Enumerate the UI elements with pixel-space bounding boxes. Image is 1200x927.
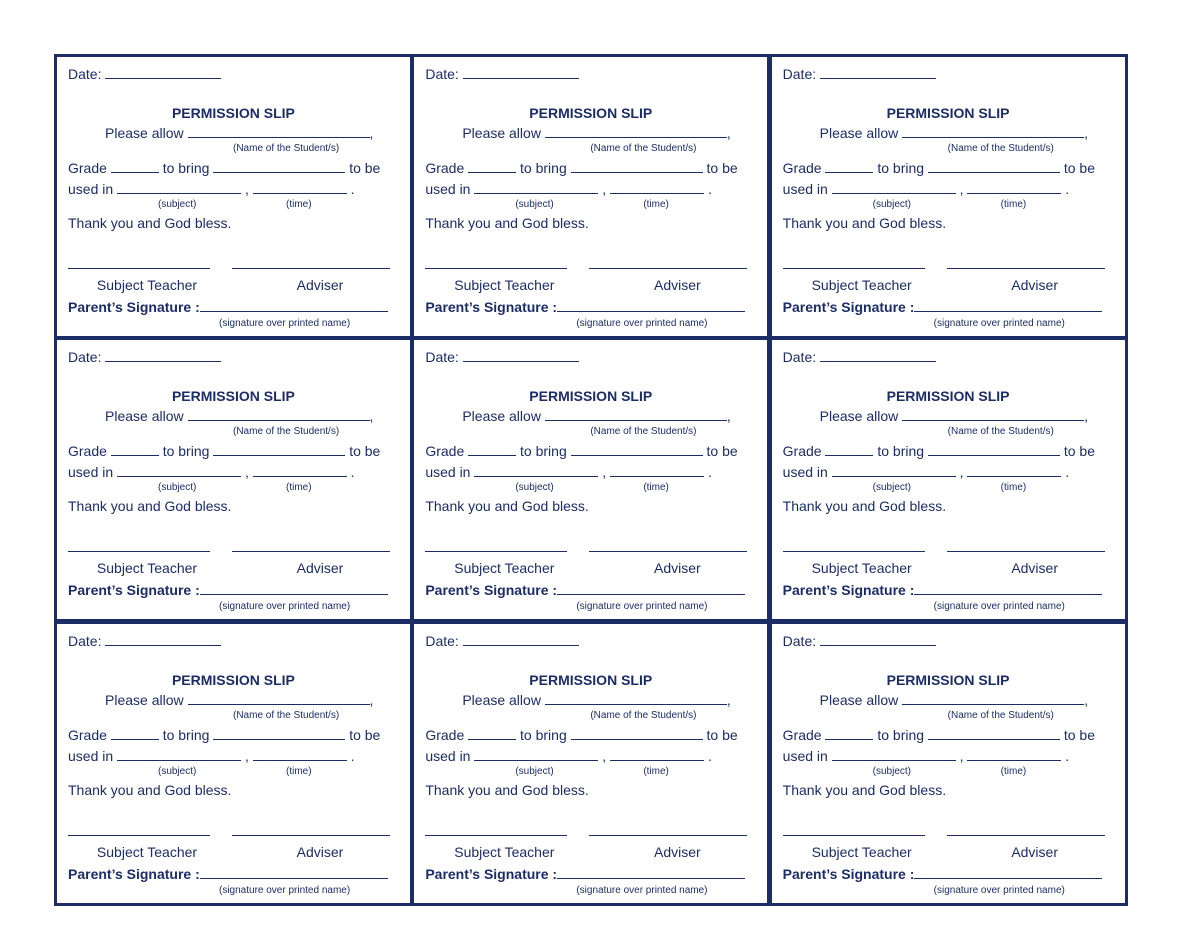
date-label: Date: <box>782 349 817 366</box>
permission-slip <box>411 621 770 906</box>
adviser-signature-line[interactable] <box>232 835 390 836</box>
to-bring-label: to bring <box>162 160 210 176</box>
subject-field[interactable] <box>832 465 956 477</box>
adviser-label: Adviser <box>296 560 344 577</box>
slip-title: PERMISSION SLIP <box>886 105 1010 121</box>
parent-signature-field[interactable] <box>557 867 745 879</box>
subject-field[interactable] <box>474 749 598 761</box>
slip-title: PERMISSION SLIP <box>886 388 1010 405</box>
thanks-text: Thank you and God bless. <box>68 215 232 231</box>
date-row <box>783 67 936 81</box>
date-label: Date: <box>782 66 817 82</box>
please-allow-label: Please allow <box>462 125 541 141</box>
period: . <box>707 747 712 764</box>
used-in-row <box>783 182 1070 196</box>
comma: , <box>369 125 374 141</box>
time-hint: (time) <box>286 765 312 777</box>
subject-teacher-signature-line[interactable] <box>783 551 925 552</box>
comma: , <box>1084 125 1089 141</box>
grade-row <box>68 728 380 742</box>
parent-signature-row <box>783 300 1103 314</box>
used-in-row <box>68 182 355 196</box>
parent-signature-row <box>425 867 745 881</box>
subject-field[interactable] <box>474 465 598 477</box>
subject-hint: (subject) <box>515 199 554 210</box>
subject-teacher-label: Subject Teacher <box>96 843 198 860</box>
time-hint: (time) <box>1000 199 1027 210</box>
signature-hint: (signature over printed name) <box>576 318 708 329</box>
please-allow-row <box>105 693 373 707</box>
date-label: Date: <box>425 632 459 649</box>
to-bring-label: to bring <box>520 160 567 176</box>
adviser-label: Adviser <box>296 277 344 293</box>
comma: , <box>369 691 374 708</box>
period: . <box>707 464 712 481</box>
name-hint: (Name of the Student/s) <box>947 426 1054 438</box>
date-label: Date: <box>425 66 459 82</box>
slip-title: PERMISSION SLIP <box>171 671 295 688</box>
slip-title: PERMISSION SLIP <box>529 671 653 688</box>
time-hint: (time) <box>286 482 312 494</box>
date-row <box>68 67 221 81</box>
adviser-label: Adviser <box>1011 843 1058 860</box>
please-allow-row <box>820 409 1088 423</box>
subject-teacher-label: Subject Teacher <box>454 843 555 860</box>
slip-title: PERMISSION SLIP <box>171 105 295 121</box>
comma: , <box>244 464 249 481</box>
grade-field[interactable] <box>468 728 516 740</box>
permission-slip <box>769 54 1128 339</box>
grade-row <box>783 161 1095 175</box>
date-label: Date: <box>782 632 817 649</box>
used-in-label: used in <box>68 181 114 197</box>
item-field[interactable] <box>928 728 1060 740</box>
student-name-field[interactable] <box>902 693 1084 705</box>
name-hint: (Name of the Student/s) <box>590 426 697 438</box>
subject-hint: (subject) <box>515 765 554 777</box>
grade-field[interactable] <box>825 444 873 456</box>
student-name-field[interactable] <box>545 126 727 138</box>
please-allow-row <box>820 126 1088 140</box>
used-in-row <box>425 182 712 196</box>
grade-label: Grade <box>425 726 465 743</box>
comma: , <box>1084 408 1089 425</box>
to-bring-label: to bring <box>877 443 925 460</box>
adviser-signature-line[interactable] <box>947 551 1105 552</box>
period: . <box>1065 181 1070 197</box>
subject-hint: (subject) <box>158 482 197 494</box>
comma: , <box>602 747 607 764</box>
date-label: Date: <box>68 632 102 649</box>
thanks-text: Thank you and God bless. <box>425 781 589 798</box>
to-be-label: to be <box>1063 443 1095 460</box>
adviser-signature-line[interactable] <box>589 268 747 269</box>
slip-title: PERMISSION SLIP <box>171 388 295 405</box>
date-row <box>68 350 221 364</box>
grade-label: Grade <box>425 160 465 176</box>
parent-signature-label: Parent’s Signature : <box>425 865 558 882</box>
subject-field[interactable] <box>832 749 956 761</box>
adviser-signature-line[interactable] <box>232 551 390 552</box>
used-in-label: used in <box>68 464 114 481</box>
used-in-row <box>425 749 712 763</box>
period: . <box>1065 464 1070 481</box>
student-name-field[interactable] <box>902 126 1084 138</box>
subject-teacher-label: Subject Teacher <box>811 560 912 577</box>
permission-slip-sheet <box>54 54 1126 904</box>
adviser-signature-line[interactable] <box>589 551 747 552</box>
used-in-label: used in <box>782 181 828 197</box>
time-field[interactable] <box>967 749 1061 761</box>
student-name-field[interactable] <box>188 693 370 705</box>
subject-field[interactable] <box>832 182 956 194</box>
permission-slip <box>411 337 770 622</box>
please-allow-row <box>462 693 730 707</box>
thanks-text: Thank you and God bless. <box>425 215 589 231</box>
grade-label: Grade <box>782 160 822 176</box>
adviser-signature-line[interactable] <box>589 835 747 836</box>
parent-signature-row <box>425 583 745 597</box>
date-row <box>425 350 578 364</box>
signature-hint: (signature over printed name) <box>576 884 708 896</box>
subject-field[interactable] <box>117 749 241 761</box>
grade-field[interactable] <box>825 161 873 173</box>
signature-hint: (signature over printed name) <box>576 601 708 613</box>
item-field[interactable] <box>213 444 345 456</box>
signature-hint: (signature over printed name) <box>219 318 351 329</box>
to-be-label: to be <box>1063 160 1095 176</box>
comma: , <box>959 181 964 197</box>
student-name-field[interactable] <box>902 409 1084 421</box>
comma: , <box>602 464 607 481</box>
name-hint: (Name of the Student/s) <box>590 143 697 154</box>
adviser-label: Adviser <box>1011 560 1058 577</box>
date-field[interactable] <box>820 67 936 79</box>
to-be-label: to be <box>1063 726 1095 743</box>
adviser-signature-line[interactable] <box>947 835 1105 836</box>
parent-signature-label: Parent’s Signature : <box>68 299 200 315</box>
please-allow-label: Please allow <box>819 408 899 425</box>
grade-label: Grade <box>782 726 822 743</box>
name-hint: (Name of the Student/s) <box>947 143 1054 154</box>
grade-row <box>68 444 380 458</box>
comma: , <box>959 747 964 764</box>
parent-signature-row <box>783 867 1103 881</box>
used-in-label: used in <box>68 747 114 764</box>
subject-hint: (subject) <box>515 482 554 494</box>
comma: , <box>726 408 731 425</box>
grade-field[interactable] <box>468 444 516 456</box>
parent-signature-label: Parent’s Signature : <box>782 582 915 599</box>
subject-field[interactable] <box>117 182 241 194</box>
period: . <box>350 747 355 764</box>
please-allow-row <box>105 409 373 423</box>
signature-hint: (signature over printed name) <box>933 601 1065 613</box>
time-hint: (time) <box>643 482 669 494</box>
time-field[interactable] <box>253 749 347 761</box>
grade-row <box>783 444 1095 458</box>
adviser-signature-line[interactable] <box>232 268 390 269</box>
to-be-label: to be <box>349 443 381 460</box>
comma: , <box>244 181 249 197</box>
subject-hint: (subject) <box>872 482 912 494</box>
time-hint: (time) <box>286 199 312 210</box>
date-row <box>783 634 936 648</box>
permission-slip <box>54 621 413 906</box>
parent-signature-field[interactable] <box>557 583 745 595</box>
grade-label: Grade <box>68 726 107 743</box>
grade-field[interactable] <box>111 728 159 740</box>
used-in-row <box>68 749 355 763</box>
period: . <box>707 181 712 197</box>
subject-teacher-signature-line[interactable] <box>425 268 567 269</box>
permission-slip <box>411 54 770 339</box>
subject-teacher-label: Subject Teacher <box>811 277 912 293</box>
parent-signature-row <box>783 583 1103 597</box>
time-hint: (time) <box>643 765 669 777</box>
please-allow-row <box>462 126 730 140</box>
parent-signature-label: Parent’s Signature : <box>68 865 200 882</box>
used-in-row <box>783 465 1070 479</box>
date-field[interactable] <box>463 634 579 646</box>
subject-teacher-signature-line[interactable] <box>425 835 567 836</box>
please-allow-label: Please allow <box>819 691 899 708</box>
student-name-field[interactable] <box>545 693 727 705</box>
slip-title: PERMISSION SLIP <box>529 388 653 405</box>
grade-label: Grade <box>425 443 465 460</box>
time-hint: (time) <box>1000 765 1027 777</box>
subject-hint: (subject) <box>872 199 912 210</box>
parent-signature-field[interactable] <box>914 867 1102 879</box>
date-field[interactable] <box>105 634 221 646</box>
comma: , <box>369 408 374 425</box>
student-name-field[interactable] <box>188 409 370 421</box>
thanks-text: Thank you and God bless. <box>782 498 947 515</box>
parent-signature-label: Parent’s Signature : <box>68 582 200 599</box>
parent-signature-row <box>68 300 388 314</box>
time-hint: (time) <box>643 199 669 210</box>
time-hint: (time) <box>1000 482 1027 494</box>
used-in-label: used in <box>782 464 828 481</box>
permission-slip <box>769 621 1128 906</box>
grade-row <box>425 444 737 458</box>
parent-signature-label: Parent’s Signature : <box>782 299 915 315</box>
item-field[interactable] <box>928 161 1060 173</box>
parent-signature-field[interactable] <box>914 300 1102 312</box>
time-field[interactable] <box>253 465 347 477</box>
used-in-label: used in <box>425 747 471 764</box>
grade-row <box>425 161 737 175</box>
period: . <box>1065 747 1070 764</box>
parent-signature-field[interactable] <box>914 583 1102 595</box>
adviser-label: Adviser <box>1011 277 1058 293</box>
date-field[interactable] <box>820 634 936 646</box>
thanks-text: Thank you and God bless. <box>782 215 947 231</box>
used-in-label: used in <box>425 464 471 481</box>
thanks-text: Thank you and God bless. <box>425 498 589 515</box>
time-field[interactable] <box>610 465 704 477</box>
used-in-label: used in <box>782 747 828 764</box>
grade-field[interactable] <box>825 728 873 740</box>
slip-title: PERMISSION SLIP <box>529 105 653 121</box>
parent-signature-row <box>425 300 745 314</box>
signature-hint: (signature over printed name) <box>933 318 1065 329</box>
signature-hint: (signature over printed name) <box>219 884 351 896</box>
period: . <box>350 181 355 197</box>
adviser-label: Adviser <box>653 560 701 577</box>
subject-hint: (subject) <box>158 765 197 777</box>
time-field[interactable] <box>610 182 704 194</box>
grade-field[interactable] <box>111 444 159 456</box>
used-in-row <box>425 465 712 479</box>
to-be-label: to be <box>706 160 738 176</box>
subject-teacher-label: Subject Teacher <box>96 277 198 293</box>
to-bring-label: to bring <box>520 443 567 460</box>
adviser-label: Adviser <box>653 843 701 860</box>
thanks-text: Thank you and God bless. <box>68 781 232 798</box>
subject-teacher-signature-line[interactable] <box>425 551 567 552</box>
subject-teacher-signature-line[interactable] <box>68 551 210 552</box>
parent-signature-row <box>68 867 388 881</box>
permission-slip <box>54 337 413 622</box>
student-name-field[interactable] <box>188 126 370 138</box>
item-field[interactable] <box>571 161 703 173</box>
subject-teacher-signature-line[interactable] <box>68 835 210 836</box>
subject-teacher-label: Subject Teacher <box>96 560 198 577</box>
item-field[interactable] <box>213 728 345 740</box>
period: . <box>350 464 355 481</box>
grade-row <box>425 728 737 742</box>
parent-signature-field[interactable] <box>200 583 388 595</box>
permission-slip <box>769 337 1128 622</box>
parent-signature-label: Parent’s Signature : <box>425 299 558 315</box>
to-be-label: to be <box>349 160 381 176</box>
subject-teacher-signature-line[interactable] <box>783 268 925 269</box>
please-allow-label: Please allow <box>462 691 541 708</box>
parent-signature-label: Parent’s Signature : <box>425 582 558 599</box>
grade-label: Grade <box>68 160 107 176</box>
name-hint: (Name of the Student/s) <box>590 709 697 721</box>
subject-field[interactable] <box>117 465 241 477</box>
grade-label: Grade <box>68 443 107 460</box>
comma: , <box>959 464 964 481</box>
subject-teacher-signature-line[interactable] <box>783 835 925 836</box>
subject-hint: (subject) <box>872 765 912 777</box>
time-field[interactable] <box>253 182 347 194</box>
comma: , <box>602 181 607 197</box>
comma: , <box>244 747 249 764</box>
to-bring-label: to bring <box>162 443 210 460</box>
to-be-label: to be <box>706 443 738 460</box>
item-field[interactable] <box>213 161 345 173</box>
please-allow-label: Please allow <box>105 691 184 708</box>
please-allow-label: Please allow <box>105 125 184 141</box>
please-allow-label: Please allow <box>105 408 184 425</box>
adviser-label: Adviser <box>296 843 344 860</box>
date-field[interactable] <box>105 67 221 79</box>
name-hint: (Name of the Student/s) <box>233 143 340 154</box>
thanks-text: Thank you and God bless. <box>68 498 232 515</box>
grade-field[interactable] <box>111 161 159 173</box>
subject-teacher-label: Subject Teacher <box>454 277 555 293</box>
name-hint: (Name of the Student/s) <box>947 709 1054 721</box>
parent-signature-field[interactable] <box>200 867 388 879</box>
date-field[interactable] <box>463 67 579 79</box>
time-field[interactable] <box>967 182 1061 194</box>
grade-label: Grade <box>782 443 822 460</box>
used-in-row <box>783 749 1070 763</box>
used-in-row <box>68 465 355 479</box>
comma: , <box>726 691 731 708</box>
date-row <box>425 67 578 81</box>
to-bring-label: to bring <box>162 726 210 743</box>
subject-teacher-label: Subject Teacher <box>811 843 912 860</box>
parent-signature-field[interactable] <box>557 300 745 312</box>
parent-signature-row <box>68 583 388 597</box>
please-allow-row <box>462 409 730 423</box>
name-hint: (Name of the Student/s) <box>233 426 340 438</box>
please-allow-row <box>105 126 373 140</box>
subject-hint: (subject) <box>158 199 197 210</box>
date-field[interactable] <box>105 350 221 362</box>
please-allow-row <box>820 693 1088 707</box>
subject-teacher-signature-line[interactable] <box>68 268 210 269</box>
comma: , <box>726 125 731 141</box>
signature-hint: (signature over printed name) <box>219 601 351 613</box>
grade-row <box>783 728 1095 742</box>
parent-signature-field[interactable] <box>200 300 388 312</box>
time-field[interactable] <box>967 465 1061 477</box>
adviser-label: Adviser <box>653 277 701 293</box>
to-bring-label: to bring <box>520 726 567 743</box>
to-be-label: to be <box>349 726 381 743</box>
subject-field[interactable] <box>474 182 598 194</box>
item-field[interactable] <box>928 444 1060 456</box>
date-label: Date: <box>68 349 102 366</box>
to-bring-label: to bring <box>877 726 925 743</box>
grade-field[interactable] <box>468 161 516 173</box>
time-field[interactable] <box>610 749 704 761</box>
date-field[interactable] <box>463 350 579 362</box>
thanks-text: Thank you and God bless. <box>782 781 947 798</box>
date-row <box>68 634 221 648</box>
date-field[interactable] <box>820 350 936 362</box>
item-field[interactable] <box>571 444 703 456</box>
used-in-label: used in <box>425 181 471 197</box>
student-name-field[interactable] <box>545 409 727 421</box>
permission-slip <box>54 54 413 339</box>
name-hint: (Name of the Student/s) <box>233 709 340 721</box>
to-be-label: to be <box>706 726 738 743</box>
adviser-signature-line[interactable] <box>947 268 1105 269</box>
date-label: Date: <box>68 66 102 82</box>
slip-title: PERMISSION SLIP <box>886 671 1010 688</box>
please-allow-label: Please allow <box>462 408 541 425</box>
subject-teacher-label: Subject Teacher <box>454 560 555 577</box>
date-label: Date: <box>425 349 459 366</box>
date-row <box>783 350 936 364</box>
signature-hint: (signature over printed name) <box>933 884 1065 896</box>
comma: , <box>1084 691 1089 708</box>
grade-row <box>68 161 380 175</box>
please-allow-label: Please allow <box>819 125 899 141</box>
to-bring-label: to bring <box>877 160 925 176</box>
item-field[interactable] <box>571 728 703 740</box>
date-row <box>425 634 578 648</box>
parent-signature-label: Parent’s Signature : <box>782 865 915 882</box>
